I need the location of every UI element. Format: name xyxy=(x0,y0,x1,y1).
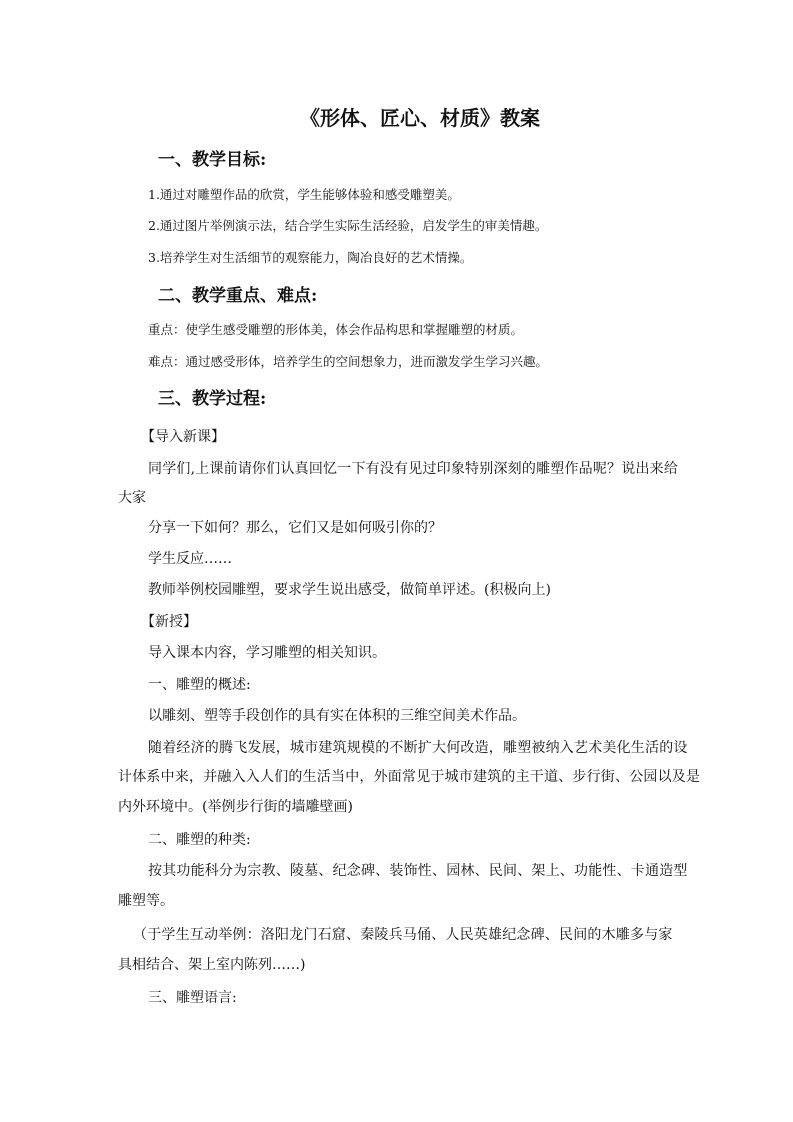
paragraph-9-line-2: 具相结合、架上室内陈列……) xyxy=(118,957,306,973)
subheading-3: 三、雕塑语言: xyxy=(148,990,237,1006)
subheading-1: 一、雕塑的概述: xyxy=(148,677,251,693)
document-title: 《形体、匠心、材质》教案 xyxy=(300,106,540,130)
paragraph-1-line-2: 大家 xyxy=(118,490,146,506)
goal-2: 2.通过图片举例演示法，结合学生实际生活经验，启发学生的审美情趣。 xyxy=(148,218,548,233)
key-point: 重点：使学生感受雕塑的形体美，体会作品构思和掌握雕塑的材质。 xyxy=(148,322,524,337)
paragraph-7-line-1: 随着经济的腾飞发展，城市建筑规模的不断扩大何改造，雕塑被纳入艺术美化生活的设 xyxy=(148,740,688,756)
paragraph-8-line-2: 雕塑等。 xyxy=(118,893,174,909)
goal-3: 3.培养学生对生活细节的观察能力，陶冶良好的艺术情操。 xyxy=(148,250,473,265)
process-heading: 三、教学过程: xyxy=(158,389,267,409)
paragraph-6: 以雕刻、塑等手段创作的具有实在体积的三维空间美术作品。 xyxy=(148,708,526,724)
paragraph-8-line-1: 按其功能科分为宗教、陵墓、纪念碑、装饰性、园林、民间、架上、功能性、卡通造型 xyxy=(148,863,688,879)
paragraph-7-line-3: 内外环境中。(举例步行街的墙雕壁画) xyxy=(118,799,353,815)
paragraph-3: 学生反应…… xyxy=(148,551,232,567)
paragraph-2: 分享一下如何？那么，它们又是如何吸引你的？ xyxy=(148,520,442,536)
difficult-point: 难点：通过感受形体，培养学生的空间想象力，进而激发学生学习兴趣。 xyxy=(148,354,549,369)
subheading-2: 二、雕塑的种类: xyxy=(148,832,251,848)
paragraph-4: 教师举例校园雕塑，要求学生说出感受，做简单评述。(积极向上) xyxy=(148,582,551,598)
paragraph-5: 导入课本内容，学习雕塑的相关知识。 xyxy=(148,645,386,661)
paragraph-7-line-2: 计体系中来，并融入入人们的生活当中，外面常见于城市建筑的主干道、步行街、公园以及是 xyxy=(118,769,701,785)
goals-heading: 一、教学目标: xyxy=(158,150,267,170)
paragraph-9-line-1: （于学生互动举例：洛阳龙门石窟、秦陵兵马俑、人民英雄纪念碑、民间的木雕多与家 xyxy=(133,927,673,943)
goal-1: 1.通过对雕塑作品的欣赏，学生能够体验和感受雕塑美。 xyxy=(148,187,460,202)
paragraph-1-line-1: 同学们,上课前请你们认真回忆一下有没有见过印象特别深刻的雕塑作品呢？说出来给 xyxy=(148,461,679,477)
key-heading: 二、教学重点、难点: xyxy=(158,286,318,306)
new-lesson-label: 【新授】 xyxy=(141,614,197,630)
intro-label: 【导入新课】 xyxy=(141,429,225,445)
